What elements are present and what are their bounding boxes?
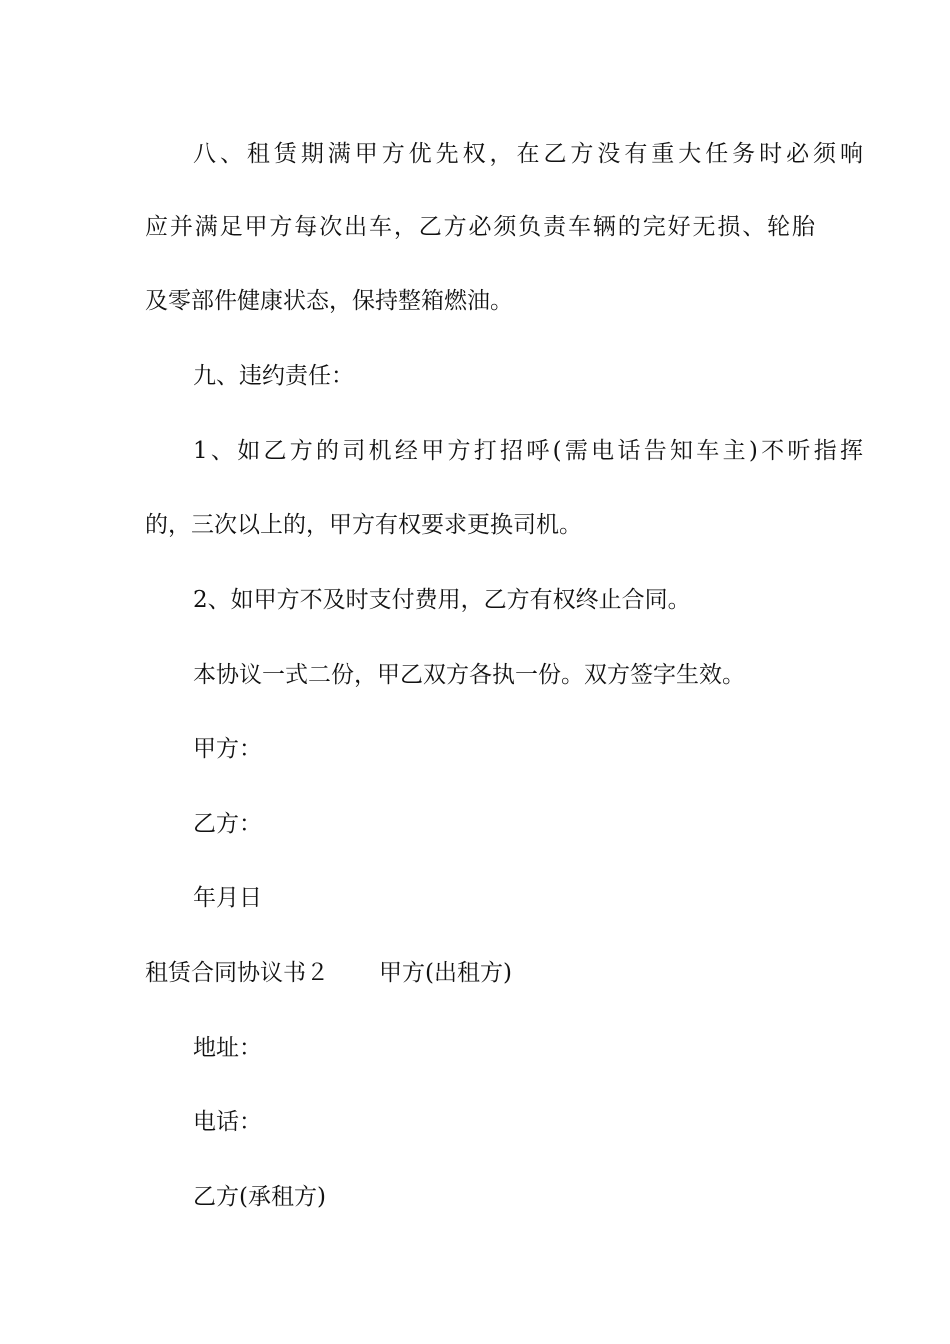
signature-date: 年月日 (193, 885, 262, 911)
contract-party-label: 甲方(出租方) (379, 960, 512, 986)
signature-party-b: 乙方： (193, 811, 262, 837)
paragraph-line: 八、租赁期满甲方优先权，在乙方没有重大任务时必须响 (193, 141, 863, 167)
contract-title: 租赁合同协议书２ (145, 960, 329, 986)
paragraph-line: 及零部件健康状态，保持整箱燃油。 (145, 288, 513, 314)
address-label: 地址： (193, 1035, 262, 1061)
paragraph-line: 本协议一式二份，甲乙双方各执一份。双方签字生效。 (193, 662, 745, 688)
contract-heading (145, 958, 815, 988)
section-heading: 九、违约责任： (193, 363, 354, 389)
paragraph-line: 应并满足甲方每次出车，乙方必须负责车辆的完好无损、轮胎 (145, 214, 815, 240)
paragraph-line: 2、如甲方不及时支付费用，乙方有权终止合同。 (193, 587, 691, 613)
signature-party-a: 甲方： (193, 736, 262, 762)
tenant-label: 乙方(承租方) (193, 1184, 326, 1210)
paragraph-line: 的，三次以上的，甲方有权要求更换司机。 (145, 512, 582, 538)
phone-label: 电话： (193, 1109, 262, 1135)
paragraph-line: 1、如乙方的司机经甲方打招呼(需电话告知车主)不听指挥 (193, 438, 863, 464)
